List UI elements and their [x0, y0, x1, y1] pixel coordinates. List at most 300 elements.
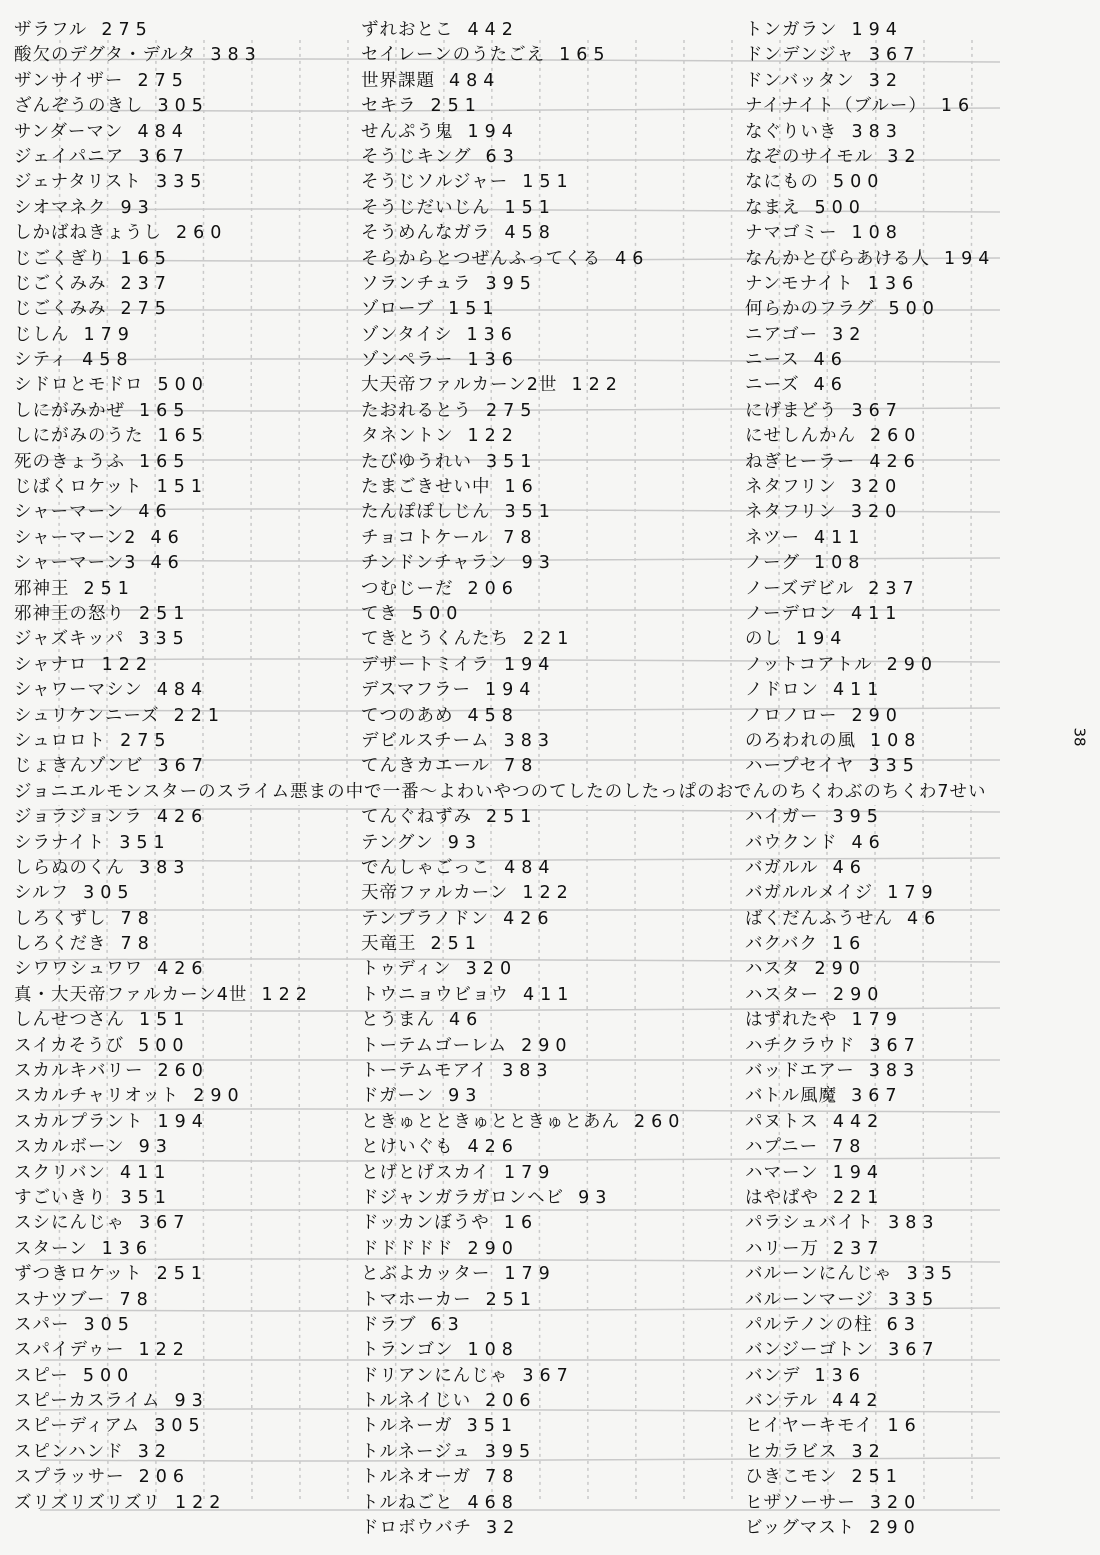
index-entry: [14, 754, 313, 779]
entry-page: 275: [101, 20, 153, 40]
entry-page: 442: [832, 1111, 885, 1132]
index-entry: [14, 1211, 313, 1236]
entry-page: 221: [173, 705, 225, 726]
entry-page: 165: [120, 248, 172, 269]
index-entry: [745, 18, 995, 43]
entry-name: ジャズキッパ: [14, 629, 125, 650]
index-entry: [745, 627, 995, 652]
entry-page: 108: [851, 223, 903, 244]
index-entry: [361, 1034, 685, 1059]
entry-page: 32: [832, 324, 867, 345]
entry-name: デザートミイラ: [361, 654, 490, 675]
index-entry: [361, 323, 685, 348]
entry-name: ナイナイト（ブルー）: [745, 96, 927, 117]
entry-page: 122: [101, 654, 154, 675]
entry-page: 351: [486, 451, 538, 472]
entry-name: ドリアンにんじゃ: [361, 1365, 509, 1386]
entry-name: バルーンマージ: [745, 1289, 874, 1310]
entry-page: 46: [138, 502, 173, 523]
entry-page: 351: [504, 502, 556, 523]
entry-name: スナツブー: [14, 1289, 106, 1310]
index-entry: [361, 272, 685, 297]
entry-page: 46: [813, 350, 848, 371]
entry-page: 383: [139, 857, 191, 878]
entry-name: 邪神王の怒り: [14, 603, 125, 624]
index-entry: [14, 1135, 313, 1160]
index-entry: [361, 69, 685, 94]
index-entry: [14, 247, 313, 272]
index-entry: [745, 399, 995, 424]
entry-name: シワワシュワワ: [14, 959, 144, 980]
entry-name: ザンサイザー: [14, 70, 124, 91]
index-entry: [361, 1059, 685, 1084]
index-entry: [361, 805, 685, 830]
index-entry: [361, 348, 685, 373]
entry-name: テングン: [361, 832, 434, 853]
entry-page: 194: [467, 121, 519, 142]
entry-page: 275: [486, 400, 538, 421]
index-entry: [745, 881, 995, 906]
entry-name: シラナイト: [14, 832, 106, 853]
entry-name: ズリズリズリズリ: [14, 1492, 161, 1513]
entry-name: ハリー万: [745, 1238, 819, 1259]
entry-name: バルーンにんじゃ: [745, 1264, 893, 1285]
entry-name: ドロボウバチ: [361, 1518, 472, 1539]
entry-name: スパー: [14, 1314, 70, 1335]
entry-page: 78: [504, 756, 539, 777]
entry-page: 411: [833, 680, 885, 701]
entry-name: たまごきせい中: [361, 477, 491, 498]
index-entry: [361, 1338, 685, 1363]
entry-page: 500: [157, 375, 209, 396]
entry-name: せんぷう鬼: [361, 121, 454, 142]
entry-name: バンテル: [745, 1391, 819, 1412]
entry-page: 290: [193, 1086, 245, 1107]
index-entry: [745, 1161, 995, 1186]
index-entry: [361, 627, 685, 652]
entry-page: 426: [503, 908, 555, 929]
index-entry: [745, 424, 995, 449]
entry-name: デビルスチーム: [361, 730, 490, 751]
entry-page: 383: [851, 121, 903, 142]
entry-name: ビッグマスト: [745, 1518, 856, 1539]
entry-page: 206: [485, 1391, 537, 1412]
entry-page: 351: [120, 1187, 172, 1208]
index-entry: [745, 1465, 995, 1490]
entry-name: スプラッサー: [14, 1467, 125, 1488]
entry-page: 367: [851, 400, 903, 421]
index-entry: [361, 551, 685, 576]
entry-page: 206: [138, 1467, 191, 1488]
index-entry: [14, 500, 313, 525]
entry-page: 78: [485, 1467, 520, 1488]
entry-page: 500: [814, 197, 866, 218]
entry-page: 93: [578, 1187, 613, 1208]
entry-name: パルテノンの柱: [745, 1314, 873, 1335]
entry-page: 395: [832, 807, 884, 828]
index-entry: [14, 1237, 313, 1262]
index-entry: [14, 729, 313, 754]
index-entry: [361, 678, 685, 703]
entry-name: なんかとびらあける人: [745, 248, 930, 269]
entry-page: 383: [868, 1061, 921, 1082]
entry-page: 16: [887, 1416, 922, 1437]
index-entry: [361, 1110, 685, 1135]
index-entry: [745, 577, 995, 602]
entry-name: そうじキング: [361, 146, 472, 167]
entry-page: 165: [139, 400, 191, 421]
entry-name: 世界課題: [361, 70, 435, 91]
entry-name: ハープセイヤ: [745, 756, 855, 777]
entry-name: シティ: [14, 350, 69, 371]
entry-page: 367: [139, 1213, 191, 1234]
entry-name: ニーズ: [745, 375, 800, 396]
entry-name: じごくみみ: [14, 273, 107, 294]
entry-page: 251: [83, 578, 135, 599]
entry-page: 335: [868, 756, 920, 777]
entry-page: 367: [138, 146, 190, 167]
index-entry: [14, 1008, 313, 1033]
index-entry: [745, 1008, 995, 1033]
entry-page: 165: [157, 426, 209, 447]
index-entry: [745, 221, 995, 246]
entry-name: とうまん: [361, 1010, 435, 1031]
index-entry: [361, 1389, 685, 1414]
index-entry: [361, 1262, 685, 1287]
entry-page: 136: [467, 350, 519, 371]
entry-page: 367: [522, 1365, 574, 1386]
entry-page: 251: [139, 603, 191, 624]
entry-page: 500: [888, 299, 940, 320]
entry-name: スピー: [14, 1365, 69, 1386]
entry-name: のろわれの風: [745, 730, 856, 751]
index-entry: [745, 805, 995, 830]
entry-page: 78: [503, 527, 538, 548]
index-entry: [361, 18, 685, 43]
entry-page: 108: [813, 553, 866, 574]
index-entry: [14, 1414, 313, 1439]
index-entry: [14, 450, 313, 475]
entry-page: 484: [137, 121, 189, 142]
entry-name: トルネージュ: [361, 1441, 471, 1462]
entry-name: シャーマーン3: [14, 553, 137, 574]
entry-name: バクバク: [745, 934, 818, 955]
index-entry: [361, 957, 685, 982]
entry-name: 天竜王: [361, 934, 417, 955]
entry-name: シオマネク: [14, 197, 107, 218]
entry-page: 290: [833, 984, 885, 1005]
entry-name: ずれおとこ: [361, 20, 454, 40]
index-entry: [14, 704, 313, 729]
entry-page: 290: [851, 705, 903, 726]
entry-page: 383: [502, 1061, 554, 1082]
entry-page: 237: [833, 1238, 885, 1259]
page-number: 38: [1070, 727, 1089, 747]
index-entry: [745, 1288, 995, 1313]
index-entry: [14, 475, 313, 500]
entry-page: 194: [157, 1111, 209, 1132]
entry-page: 151: [522, 172, 574, 193]
index-entry: [361, 907, 685, 932]
entry-page: 500: [833, 172, 885, 193]
index-entry: [361, 1516, 685, 1541]
entry-name: たびゆうれい: [361, 451, 472, 472]
entry-name: ハスタ: [745, 959, 801, 980]
index-entry: [361, 526, 685, 551]
index-entry: [14, 1338, 313, 1363]
entry-name: ねぎヒーラー: [745, 451, 856, 472]
index-entry: [361, 602, 685, 627]
index-entry: [745, 729, 995, 754]
entry-page: 335: [906, 1264, 959, 1285]
entry-page: 458: [504, 223, 556, 244]
entry-page: 251: [485, 1289, 538, 1310]
entry-name: トマホーカー: [361, 1289, 472, 1310]
entry-page: 367: [868, 45, 921, 66]
index-entry: [745, 1389, 995, 1414]
entry-page: 46: [907, 908, 942, 929]
index-entry: [14, 881, 313, 906]
entry-name: そうじだいじん: [361, 197, 491, 218]
entry-name: パヌトス: [745, 1111, 819, 1132]
entry-name: しんせつさん: [14, 1010, 125, 1031]
entry-name: ドンデンジャ: [745, 45, 855, 66]
index-entry: [14, 1262, 313, 1287]
index-entry: [361, 1211, 685, 1236]
index-entry: [14, 196, 313, 221]
entry-name: トウニョウビョウ: [361, 984, 509, 1005]
index-entry: [14, 1110, 313, 1135]
entry-name: バウクンド: [745, 832, 838, 853]
index-entry: [361, 221, 685, 246]
entry-page: 78: [120, 934, 155, 955]
entry-page: 484: [156, 680, 209, 701]
entry-page: 179: [851, 1010, 903, 1031]
entry-page: 367: [869, 1035, 921, 1056]
entry-name: じごくぎり: [14, 248, 107, 269]
index-entry: [745, 932, 995, 957]
entry-page: 136: [814, 1365, 866, 1386]
index-entry: [745, 43, 995, 68]
index-entry: [14, 323, 313, 348]
entry-name: しろくだき: [14, 934, 107, 955]
entry-name: バガルル: [745, 857, 819, 878]
entry-name: ナマゴミー: [745, 223, 838, 244]
entry-name: テンプラノドン: [361, 908, 490, 929]
index-entry: [14, 957, 313, 982]
entry-name: トルねごと: [361, 1492, 454, 1513]
index-entry: [361, 856, 685, 881]
entry-page: 151: [139, 1010, 191, 1031]
entry-name: しかばねきょうし: [14, 223, 162, 244]
index-entry: [14, 1440, 313, 1465]
index-entry: [14, 1288, 313, 1313]
index-entry: [14, 120, 313, 145]
entry-name: ノットコアトル: [745, 654, 873, 675]
index-entry: [14, 1389, 313, 1414]
entry-name: バンジーゴトン: [745, 1340, 875, 1361]
entry-name: 真・大天帝ファルカーン4世: [14, 984, 248, 1005]
entry-name: シャワーマシン: [14, 680, 143, 701]
index-entry: [745, 145, 995, 170]
index-entry: [745, 907, 995, 932]
index-entry: [745, 1313, 995, 1338]
index-entry: [745, 1491, 995, 1516]
entry-page: 500: [82, 1365, 135, 1386]
entry-name: ノロノロー: [745, 705, 838, 726]
entry-name: シルフ: [14, 883, 70, 904]
index-entry: [745, 500, 995, 525]
entry-page: 458: [82, 350, 134, 371]
entry-name: にげまどう: [745, 400, 838, 421]
entry-page: 251: [430, 934, 482, 955]
entry-name: ハマーン: [745, 1162, 819, 1183]
entry-page: 63: [485, 146, 520, 167]
entry-name: 大天帝ファルカーン2世: [361, 375, 558, 396]
index-entry: [745, 1059, 995, 1084]
entry-name: ざんぞうのきし: [14, 96, 144, 117]
entry-page: 251: [851, 1467, 903, 1488]
entry-name: そうじソルジャー: [361, 172, 509, 193]
index-entry: [14, 69, 313, 94]
entry-name: チョコトケール: [361, 527, 490, 548]
entry-page: 251: [430, 96, 482, 117]
entry-page: 179: [83, 324, 135, 345]
entry-name: しらぬのくん: [14, 857, 125, 878]
entry-page: 16: [503, 1213, 539, 1234]
entry-name: 天帝ファルカーン: [361, 883, 509, 904]
entry-page: 411: [850, 603, 903, 624]
entry-page: 395: [484, 1441, 537, 1462]
entry-page: 251: [486, 807, 538, 828]
index-entry: [361, 577, 685, 602]
entry-page: 367: [157, 756, 209, 777]
entry-name: ゾローブ: [361, 299, 435, 320]
index-entry: [361, 881, 685, 906]
entry-page: 46: [832, 857, 867, 878]
entry-page: 93: [447, 832, 483, 853]
entry-name: スカルプラント: [14, 1111, 144, 1132]
index-entry: [14, 94, 313, 119]
entry-name: はやばや: [745, 1187, 819, 1208]
index-entry: [14, 1364, 313, 1389]
entry-page: 122: [467, 426, 519, 447]
entry-page: 290: [869, 1518, 921, 1539]
entry-name: しろくずし: [14, 908, 107, 929]
entry-page: 136: [101, 1238, 154, 1259]
index-entry: [361, 729, 685, 754]
index-entry: [14, 653, 313, 678]
entry-name: なにもの: [745, 172, 819, 193]
index-column-1: [14, 18, 313, 1516]
entry-page: 179: [503, 1162, 556, 1183]
entry-name: バガルルメイジ: [745, 883, 874, 904]
entry-name: バッドエアー: [745, 1061, 855, 1082]
entry-page: 16: [504, 477, 539, 498]
index-entry: [745, 450, 995, 475]
entry-page: 108: [467, 1340, 519, 1361]
index-entry: [361, 1186, 685, 1211]
index-entry: [361, 373, 685, 398]
entry-name: セキラ: [361, 96, 417, 117]
index-entry: [745, 272, 995, 297]
entry-page: 367: [888, 1340, 940, 1361]
entry-page: 136: [466, 324, 518, 345]
entry-page: 122: [522, 883, 574, 904]
entry-page: 320: [869, 1492, 922, 1513]
index-entry: [14, 1059, 313, 1084]
index-entry: [361, 94, 685, 119]
entry-page: 468: [467, 1492, 519, 1513]
entry-name: バトル風魔: [745, 1086, 838, 1107]
index-entry: [745, 754, 995, 779]
entry-name: バンデ: [745, 1365, 801, 1386]
entry-page: 93: [521, 553, 556, 574]
entry-name: じょきんゾンビ: [14, 756, 144, 777]
entry-name: でんしゃごっこ: [361, 857, 491, 878]
entry-name: チンドンチャラン: [361, 553, 508, 574]
entry-name: スカルボーン: [14, 1137, 125, 1158]
index-entry: [14, 1491, 313, 1516]
index-entry: [745, 1211, 995, 1236]
entry-name: とけいぐも: [361, 1137, 454, 1158]
entry-page: 260: [870, 426, 922, 447]
index-entry: [745, 1262, 995, 1287]
index-entry: [14, 18, 313, 43]
entry-name: てき: [361, 603, 398, 624]
index-entry: [14, 577, 313, 602]
entry-page: 411: [119, 1162, 172, 1183]
entry-page: 411: [523, 984, 575, 1005]
index-entry: [14, 1186, 313, 1211]
index-entry: [361, 932, 685, 957]
entry-page: 93: [448, 1086, 483, 1107]
entry-name: トルネーガ: [361, 1416, 453, 1437]
entry-name: なまえ: [745, 197, 801, 218]
index-entry: [14, 526, 313, 551]
entry-page: 78: [832, 1137, 867, 1158]
index-entry: [745, 475, 995, 500]
entry-page: 108: [870, 730, 922, 751]
entry-page: 320: [850, 477, 903, 498]
wide-index-entry: ジョニエルモンスターのスライム悪まの中で一番〜よわいやつのてしたのしたっぱのおでんのちくわぶのちくわ7せい: [14, 779, 1100, 805]
entry-name: ヒカラビス: [745, 1441, 838, 1462]
entry-page: 335: [138, 629, 190, 650]
index-entry: [745, 1034, 995, 1059]
entry-name: トゥディン: [361, 959, 452, 980]
entry-page: 78: [120, 908, 155, 929]
index-entry: [361, 424, 685, 449]
entry-name: スターン: [14, 1238, 88, 1259]
index-entry: [745, 297, 995, 322]
index-entry: [745, 170, 995, 195]
index-entry: [361, 1008, 685, 1033]
entry-name: トルネオーガ: [361, 1467, 472, 1488]
index-entry: [361, 399, 685, 424]
entry-page: 179: [504, 1264, 556, 1285]
entry-page: 442: [467, 20, 519, 40]
index-entry: [14, 1084, 313, 1109]
index-entry: [745, 1186, 995, 1211]
entry-name: ジョラジョンラ: [14, 807, 143, 828]
index-entry: [745, 856, 995, 881]
entry-name: たおれるとう: [361, 400, 472, 421]
entry-name: しにがみのうた: [14, 426, 144, 447]
entry-page: 151: [504, 197, 556, 218]
index-entry: [745, 94, 995, 119]
index-entry: [745, 551, 995, 576]
entry-page: 165: [139, 451, 191, 472]
